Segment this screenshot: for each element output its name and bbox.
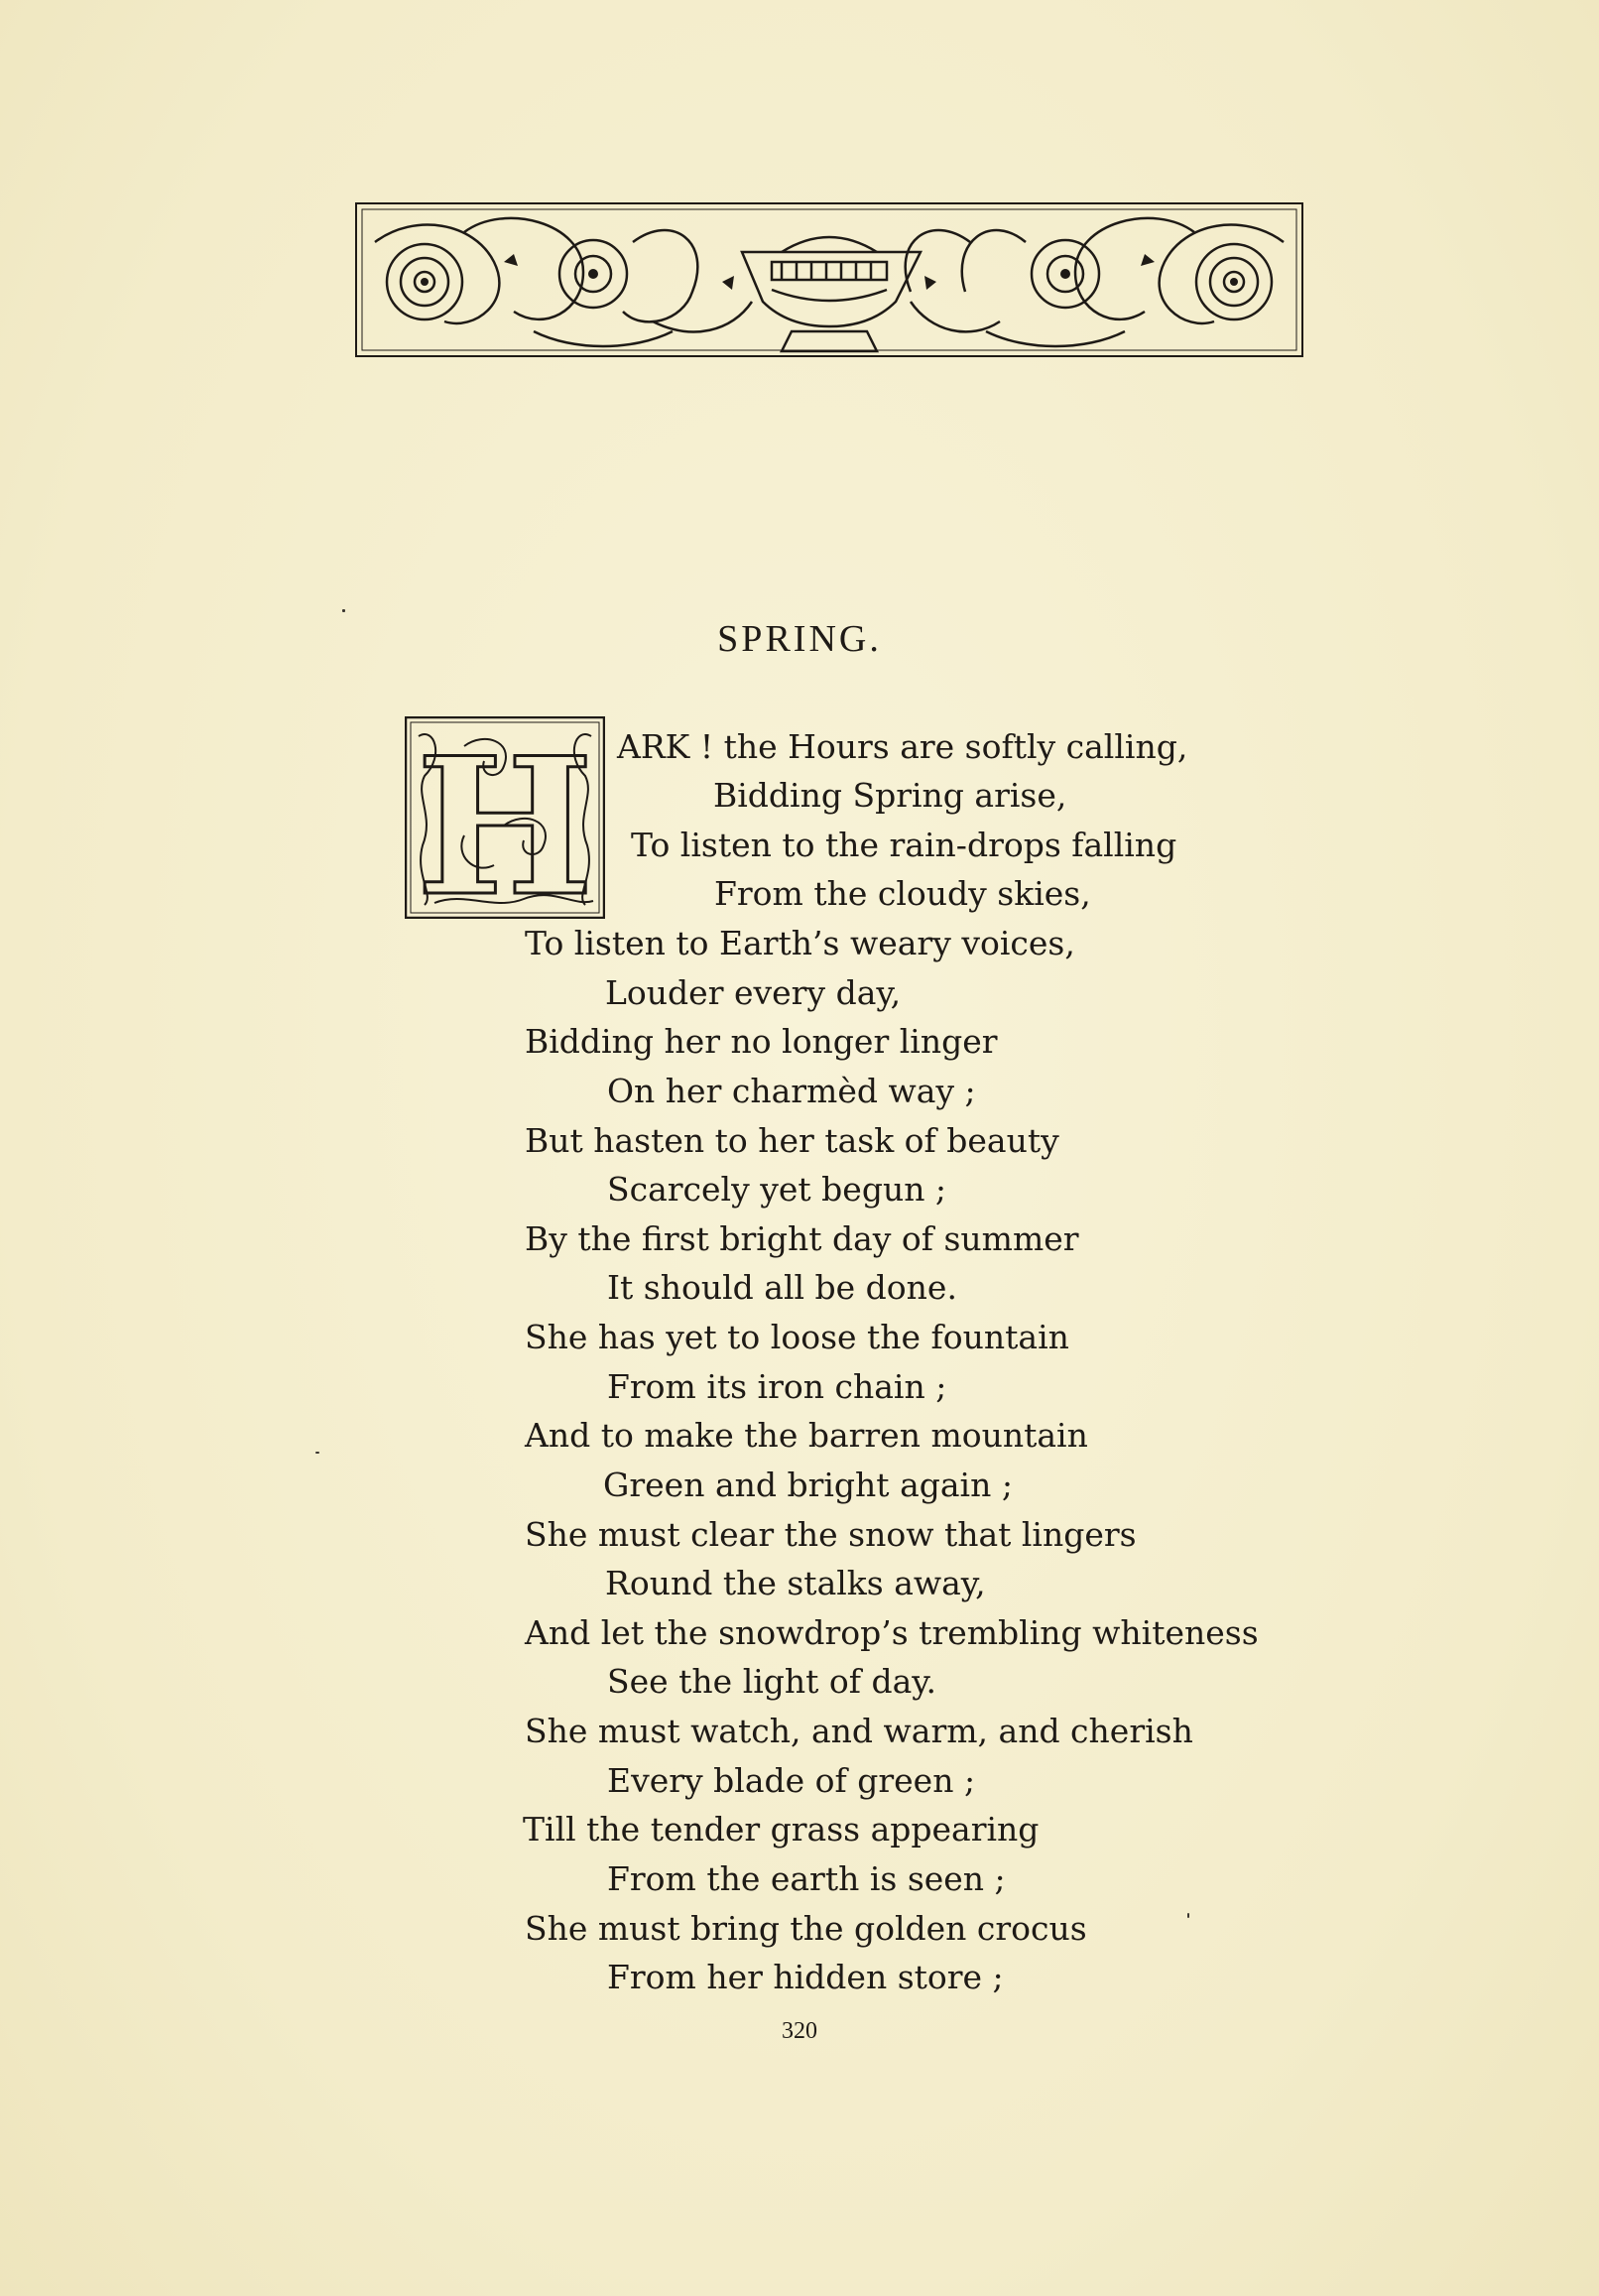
poem-line: Bidding her no longer linger	[525, 1022, 998, 1061]
poem-line: Till the tender grass appearing	[523, 1810, 1040, 1849]
poem-line: ARK ! the Hours are softly calling,	[617, 727, 1188, 766]
poem-line: She must clear the snow that lingers	[525, 1515, 1137, 1554]
poem-line: She must watch, and warm, and cherish	[525, 1712, 1193, 1750]
poem-line: She has yet to loose the fountain	[525, 1318, 1069, 1356]
poem-line: From her hidden store ;	[607, 1958, 1004, 1996]
poem-line: But hasten to her task of beauty	[525, 1121, 1059, 1160]
poem-title: SPRING.	[717, 618, 882, 660]
poem-line: And let the snowdrop’s trembling whiteness	[525, 1613, 1259, 1652]
poem-line: From the cloudy skies,	[714, 874, 1091, 913]
poem-line: By the first bright day of summer	[525, 1219, 1079, 1258]
poem-line: Green and bright again ;	[603, 1466, 1013, 1504]
poem-line: It should all be done.	[607, 1268, 957, 1307]
poem-line: Every blade of green ;	[607, 1761, 976, 1800]
paper-speck	[342, 609, 345, 612]
poem-line: Bidding Spring arise,	[713, 776, 1067, 815]
ornamental-initial-h-icon	[405, 716, 605, 919]
poem-line: And to make the barren mountain	[525, 1416, 1088, 1455]
poem-line: She must bring the golden crocus	[525, 1909, 1087, 1948]
paper-speck	[1187, 1913, 1189, 1918]
drop-cap-letter: H	[416, 716, 594, 919]
page-number: 320	[782, 2018, 817, 2044]
poem-line: Louder every day,	[605, 973, 902, 1012]
drop-cap	[405, 716, 605, 919]
poem-line: See the light of day.	[607, 1662, 937, 1701]
poem-line: To listen to Earth’s weary voices,	[525, 924, 1075, 962]
paper-speck	[315, 1452, 319, 1454]
ornamental-headpiece	[355, 202, 1303, 357]
poem-line: From its iron chain ;	[607, 1367, 947, 1406]
poem-line: To listen to the rain-drops falling	[631, 826, 1177, 864]
floral-vase-ornament-icon	[355, 202, 1303, 357]
poem-line: On her charmèd way ;	[607, 1072, 976, 1110]
poem-line: From the earth is seen ;	[607, 1859, 1006, 1898]
poem-line: Round the stalks away,	[605, 1564, 986, 1602]
poem-line: Scarcely yet begun ;	[607, 1170, 947, 1209]
